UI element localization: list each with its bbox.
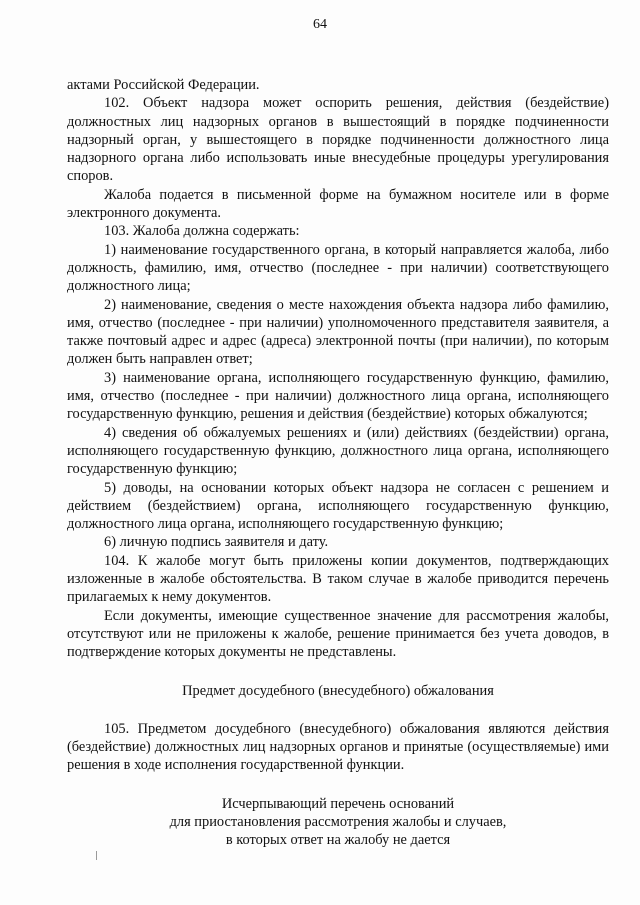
section-heading-appeal-subject: Предмет досудебного (внесудебного) обжалования [182,682,494,699]
body-text [67,76,609,850]
list-item-6: 6) личную подпись заявителя и дату. [104,534,329,551]
list-item-5: 5) доводы, на основании которых объект надзора не согласен с решением и действием (бездействием) органа, исполняющего государственную функцию, должностного лица органа, исполняющего государственную функцию; [67,479,609,533]
paragraph-documents: Если документы, имеющие существенное значение для рассмотрения жалобы, отсутствуют или не приложены к жалобе, решение принимается без учета доводов, в подтверждение которых документы не представлены. [67,607,609,661]
heading-line: Исчерпывающий перечень оснований [221,795,455,812]
paragraph-105: 105. Предметом досудебного (внесудебного) обжалования являются действия (бездействие) должностных лиц надзорных органов и принятые (осуществляемые) ими решения в ходе исполнения государственной функции. [67,720,609,774]
heading-line: для приостановления рассмотрения жалобы и случаев, [169,813,507,830]
paragraph-continuation: актами Российской Федерации. [67,77,260,93]
heading-line: в которых ответ на жалобу не дается [225,832,451,849]
page-number: 64 [313,17,327,32]
paragraph-103: 103. Жалоба должна содержать: [104,223,300,240]
list-item-1: 1) наименование государственного органа, в который направляется жалоба, либо должность, фамилию, имя, отчество (последнее - при наличии) соответствующего должностного лица; [67,241,609,295]
section-heading-suspension-grounds [67,795,609,850]
list-item-2: 2) наименование, сведения о месте нахождения объекта надзора либо фамилию, имя, отчество (последнее - при наличии) уполномоченного представителя заявителя, а также почтовый адрес и адрес (адреса) электронной почты (при наличии), по которым должен быть направлен ответ; [67,296,609,368]
paragraph-complaint-form: Жалоба подается в письменной форме на бумажном носителе или в форме электронного документа. [67,186,609,222]
list-item-4: 4) сведения об обжалуемых решениях и (или) действиях (бездействии) органа, исполняющего государственную функцию, должностного лица органа, исполняющего государственную функцию; [67,424,609,478]
paragraph-104: 104. К жалобе могут быть приложены копии документов, подтверждающих изложенные в жалобе обстоятельства. В таком случае в жалобе приводится перечень прилагаемых к нему документов. [67,552,609,606]
scan-mark [96,851,97,860]
paragraph-102: 102. Объект надзора может оспорить решения, действия (бездействие) должностных лиц надзорных органов в вышестоящий в порядке подчиненности надзорный орган, у вышестоящего в порядке подчиненности должностного лица надзорного органа либо использовать иные внесудебные процедуры урегулирования споров. [67,95,609,185]
list-item-3: 3) наименование органа, исполняющего государственную функцию, фамилию, имя, отчество (последнее - при наличии) должностного лица органа, исполняющего государственную функцию, решения и действия (бездействие) которых обжалуются; [67,369,609,423]
